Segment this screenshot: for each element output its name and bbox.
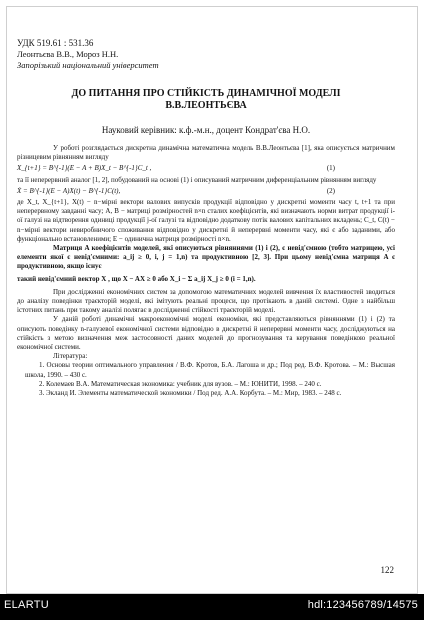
- paper-metadata: [17, 38, 395, 71]
- equation-1-expr: X_{t+1} = B^{-1}(E − A + B)X_t − B^{-1}C_t ,: [17, 164, 152, 173]
- paragraph-continuous-analog: та її неперервний аналог [1, 2], побудований на основі (1) і описуваний матричним диференціальним рівнянням вигляду: [17, 175, 377, 184]
- equation-1-number: (1): [326, 164, 335, 173]
- paragraph-intro: У роботі розглядається дискретна динамічна математична модель В.В.Леонтьєва [1], яка описується матричним різницевим рівнянням вигляду: [17, 144, 395, 162]
- udk-code: УДК 519.61 : 531.36: [17, 38, 94, 48]
- paper-content: [17, 38, 395, 398]
- reference-item: 2. Колемаев В.А. Математическая экономика: учебник для вузов. – М.: ЮНИТИ, 1998. – 240 с.: [39, 379, 322, 388]
- equation-1: [17, 164, 395, 173]
- productivity-condition: такий невід'ємний вектор X , що X − AX ≥ 0 або X_i − Σ a_ij X_j ≥ 0 (i = 1,n).: [17, 274, 256, 283]
- paper-title: [17, 88, 395, 112]
- paragraph-matrix-properties: Матриця A коефіцієнтів моделей, які описуються рівняннями (1) і (2), є невід'ємною (тобто матрицею, усі елементи якої є невід'ємними: a_ij ≥ 0, i, j = 1,n) та продуктивною [2, 3]. При цьому невід'ємна матриця A є продуктивною, якщо існує: [17, 244, 395, 271]
- reference-item: 3. Экланд И. Элементы математической экономики / Под ред. А.А. Корбута. – М.: Мир, 1983. – 248 с.: [39, 389, 342, 398]
- scientific-advisor: Науковий керівник: к.ф.-м.н., доцент Кондрат'єва Н.О.: [101, 125, 311, 135]
- equation-2-number: (2): [326, 186, 335, 195]
- affiliation: Запорізький національний університет: [17, 60, 159, 70]
- paper-title-line-2: В.В.ЛЕОНТЬЄВА: [165, 100, 247, 111]
- equation-2-expr: Ẋ = B^{-1}(E − A)X(t) − B^{-1}C(t),: [17, 186, 121, 195]
- references-heading: Література:: [53, 352, 88, 361]
- paper-title-line-1: ДО ПИТАННЯ ПРО СТІЙКІСТЬ ДИНАМІЧНОЇ МОДЕЛІ: [71, 88, 341, 99]
- paragraph-stability-analysis: При дослідженні економічних систем за допомогою математичних моделей вивчення їх властивостей зводиться до аналізу поведінки траєкторій моделі, які імітують реальні процеси, що протікають в даній системі. Одне з найбільш істотних питань при такому аналізі полягає в дослідженні стійкості траєкторій моделі.: [17, 287, 395, 315]
- handle-identifier[interactable]: hdl:123456789/14575: [307, 599, 418, 611]
- authors: Леонтьєва В.В., Мороз Н.Н.: [17, 49, 119, 59]
- page-number: 122: [380, 565, 394, 575]
- repository-footer: [0, 594, 424, 620]
- paragraph-definitions: де X_t, X_{t+1}, X(t) − n−мірні вектори валових випусків продукції відповідно у дискретні моменти часу t, t+1 та при неперервному завданні часу; A, B − матриці розмірностей n×n сталих коефіцієнтів, які визначають норми витрат продукції i-ої галузі на відтворення одиниці продукції j-ої галузі та відповідно додаткову потік валових капітальних вкладень; C_t, C(t) − n−мірні вектори невиробничого споживання відповідно у дискретні й неперервні моменти часу, які є або заданими, або функціонально встановленими; E − одинична матриця розмірності n×n.: [17, 198, 395, 243]
- paper-body: [17, 144, 395, 398]
- equation-2: [17, 187, 395, 196]
- repository-name: ELARTU: [4, 599, 49, 611]
- paragraph-this-work: У даній роботі динамічні макроекономічні моделі економіки, які представляються рівняннями (1) і (2) та описують поведінку n-галузевої економічної системи відповідно в дискретні й неперервні моменти часу, досліджуються на стійкість з метою визначення меж застосовності даних моделей до прогнозування та керування поведінкою реальної економічної системи.: [17, 315, 395, 352]
- reference-item: 1. Основы теории оптимального управления / В.Ф. Кротов, Б.А. Лагоша и др.; Под ред. В.Ф. Кротова. – М.: Высшая школа, 1990. – 430 с.: [25, 361, 395, 379]
